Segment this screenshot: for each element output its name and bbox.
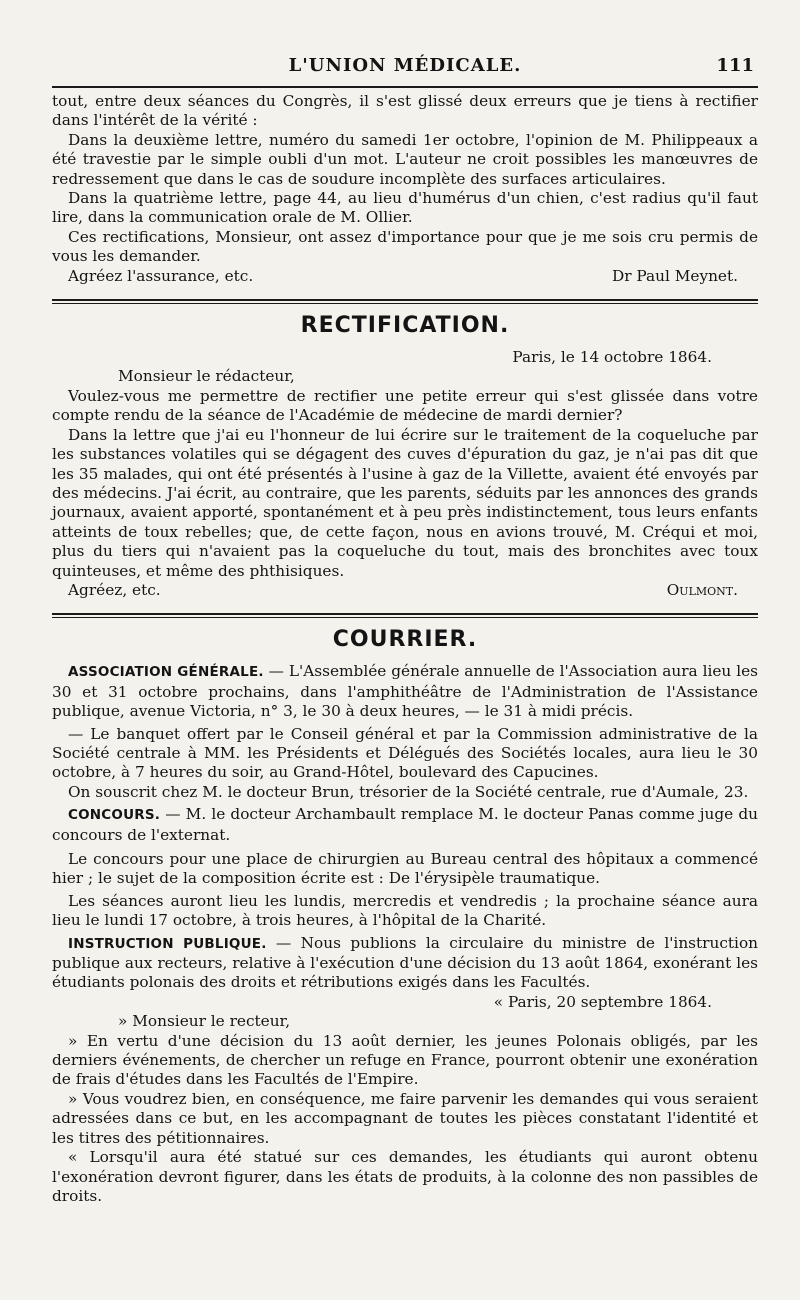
meynet-paragraph: tout, entre deux séances du Congrès, il s'est glissé deux erreurs que je tiens à rectifier dans l'intérêt de la vérité : — [52, 92, 758, 130]
circular-salutation: » Monsieur le recteur, — [118, 1012, 291, 1031]
closing-formula: Agréez, etc. — [68, 580, 161, 599]
dateline: Paris, le 14 octobre 1864. — [512, 348, 712, 367]
salutation: Monsieur le rédacteur, — [118, 367, 295, 386]
circular-paragraph: « Lorsqu'il aura été statué sur ces demandes, les étudiants qui auront obtenu l'exonération devront figurer, dans les états de produits, à la colonne des non passibles de droits. — [52, 1148, 758, 1205]
meynet-paragraph: Dans la quatrième lettre, page 44, au lieu d'humérus d'un chien, c'est radius qu'il faut lire, dans la communication orale de M. Ollier. — [52, 189, 758, 227]
rubric-label: CONCOURS. — [68, 807, 161, 824]
meynet-paragraph: Dans la deuxième lettre, numéro du samedi 1er octobre, l'opinion de M. Philippeaux a été travestie par le simple oubli d'un mot. L'auteur ne croit possibles les manœuvres de redressement que dans le cas de soudure incomplète des surfaces articulaires. — [52, 130, 758, 188]
news-item-seances: Les séances auront lieu les lundis, mercredis et vendredis ; la prochaine séance aura lieu le lundi 17 octobre, à trois heures, à l'hôpital de la Charité. — [52, 891, 758, 930]
news-text: — L'Assemblée générale annuelle de l'Association aura lieu les 30 et 31 octobre prochains, dans l'amphithéâtre de l'Administration de l'Assistance publique, avenue Victoria, n° 3, le 30 à deux heures, — le 31 à midi précis. — [52, 662, 758, 721]
section-title-courrier: COURRIER. — [332, 627, 478, 653]
news-text: — M. le docteur Archambault remplace M. le docteur Panas comme juge du concours de l'externat. — [52, 805, 758, 844]
news-item-subscription: On souscrit chez M. le docteur Brun, trésorier de la Société centrale, rue d'Aumale, 23. — [68, 782, 749, 801]
news-item-banquet: — Le banquet offert par le Conseil général et par la Commission administrative de la Société centrale à MM. les Présidents et Délégués des Sociétés locales, aura lieu le 30 octobre, à 7 heures du soir, au Grand-Hôtel, boulevard des Capucines. — [52, 724, 758, 782]
closing-formula: Agréez l'assurance, etc. — [68, 266, 254, 285]
rectification-signoff — [52, 581, 758, 600]
circular-paragraph: » En vertu d'une décision du 13 août dernier, les jeunes Polonais obligés, par les derniers événements, de chercher un refuge en France, pourront obtenir une exonération de frais d'études dans les Facultés de l'Empire. — [52, 1031, 758, 1089]
page-header — [52, 0, 758, 92]
news-item-concours — [52, 805, 758, 845]
meynet-signoff — [52, 267, 758, 286]
rubric-label: INSTRUCTION PUBLIQUE. — [68, 935, 267, 952]
news-item-chirurgien: Le concours pour une place de chirurgien au Bureau central des hôpitaux a commencé hier ; le sujet de la composition écrite est : De l'érysipèle traumatique. — [52, 850, 758, 888]
courrier-section — [52, 662, 758, 1206]
header-rule — [52, 86, 758, 88]
meynet-letter — [52, 92, 758, 286]
circular-paragraph: » Vous voudrez bien, en conséquence, me faire parvenir les demandes qui vous seraient adressées dans ce but, en les accompagnant de toutes les pièces constatant l'identité et les titres des pétitionnaires. — [52, 1089, 758, 1147]
news-item-instruction — [52, 934, 758, 993]
news-text: — Nous publions la circulaire du ministre de l'instruction publique aux recteurs, relative à l'exécution d'une décision du 13 août 1864, exonérant les étudiants polonais des droits et rétributions exigés dans les Facultés. — [52, 933, 759, 992]
section-divider — [52, 613, 758, 618]
news-item-association — [52, 662, 758, 721]
rectification-letter — [52, 348, 758, 600]
circular-dateline: « Paris, 20 septembre 1864. — [493, 992, 712, 1011]
section-title-rectification: RECTIFICATION. — [300, 313, 510, 339]
section-divider — [52, 299, 758, 304]
signature: Dr Paul Meynet. — [611, 266, 738, 285]
page-number: 111 — [716, 55, 754, 76]
signature: Oulmont. — [666, 580, 738, 599]
meynet-paragraph: Ces rectifications, Monsieur, ont assez d'importance pour que je me sois cru permis de vous les demander. — [52, 227, 758, 266]
rectification-paragraph: Voulez-vous me permettre de rectifier une petite erreur qui s'est glissée dans votre compte rendu de la séance de l'Académie de médecine de mardi dernier? — [52, 386, 758, 425]
rectification-paragraph: Dans la lettre que j'ai eu l'honneur de lui écrire sur le traitement de la coqueluche par les substances volatiles qui se dégagent des cuves d'épuration du gaz, je n'ai pas dit que les 35 malades, qui ont été présentés à l'usine à gaz de la Villette, avaient été envoyés par des médecins. J'ai écrit, au contraire, que les parents, séduits par les annonces des grands journaux, avaient apporté, spontanément et à peu près indistinctement, tous leurs enfants atteints de toux rebelles; que, de cette façon, nous en avions trouvé, M. Créqui et moi, plus du tiers qui n'avaient pas la coqueluche du tout, mais des bronchites avec toux quinteuses, et même des phthisiques. — [52, 425, 758, 580]
rubric-label: ASSOCIATION GÉNÉRALE. — [68, 664, 264, 681]
running-title: L'UNION MÉDICALE. — [288, 55, 522, 76]
